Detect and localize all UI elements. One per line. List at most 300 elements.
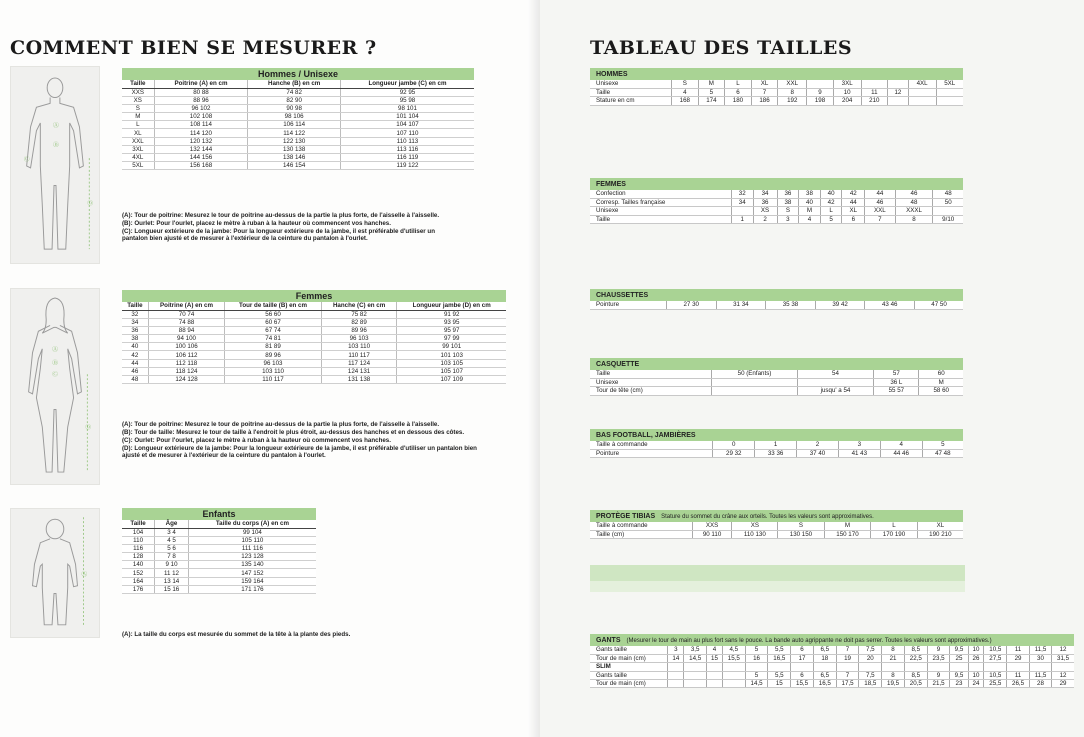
table-cell: 91 92 (397, 310, 506, 318)
table-cell: 113 116 (340, 145, 474, 153)
table-cell (745, 663, 768, 671)
table-cell (1052, 663, 1074, 671)
table-cell: 9 (807, 88, 834, 96)
row-label: Gants taille (590, 646, 668, 654)
femmes-title: FEMMES (590, 178, 963, 190)
table-cell (888, 80, 909, 88)
table-cell (950, 663, 968, 671)
table-row (590, 301, 963, 309)
table-cell: 47 50 (915, 301, 963, 309)
row-label: Tour de main (cm) (590, 654, 668, 662)
table-cell (882, 663, 905, 671)
table-cell: 31 34 (716, 301, 766, 309)
table-cell: 24 (968, 680, 984, 688)
men-notes (122, 212, 462, 243)
table-cell: 150 170 (824, 530, 871, 538)
table-cell (859, 663, 882, 671)
row-label: 32 (122, 310, 148, 318)
table-cell: 131 138 (321, 376, 397, 384)
table-row (122, 88, 474, 96)
table-cell: 27,5 (984, 654, 1007, 662)
table-cell: 7 8 (155, 553, 189, 561)
col-header: Hanche (B) en cm (248, 80, 341, 88)
col-header: Âge (155, 520, 189, 528)
table-row (122, 577, 316, 585)
table-cell: 56 60 (225, 310, 321, 318)
table-cell: 82 89 (321, 318, 397, 326)
table-cell: 20 (859, 654, 882, 662)
table-cell (936, 88, 963, 96)
row-label: Unisexe (590, 207, 731, 215)
table-cell (1007, 663, 1030, 671)
bas-title: BAS FOOTBALL, JAMBIÈRES (590, 429, 963, 441)
row-label: 104 (122, 528, 155, 536)
row-label: 164 (122, 577, 155, 585)
table-cell: 16 (745, 654, 768, 662)
kids-measure-table (122, 508, 316, 594)
table-cell (731, 207, 753, 215)
table-cell: 36 (753, 198, 777, 206)
table-row (122, 335, 506, 343)
row-label: Taille à commande (590, 441, 713, 449)
table-cell: 3 4 (155, 528, 189, 536)
table-cell: 132 144 (154, 145, 248, 153)
table-cell: 11,5 (1029, 671, 1051, 679)
table-cell: 90 98 (248, 104, 341, 112)
gants-subtitle: (Mesurer le tour de main au plus fort sans le pouce. La bande auto agrippante ne doit pas serrer. Toutes les valeurs sont approximatives.) (626, 637, 992, 644)
women-measure-table (122, 290, 506, 384)
col-header: Poitrine (A) en cm (154, 80, 248, 88)
col-header: Tour de taille (B) en cm (225, 302, 321, 310)
table-cell: 144 156 (154, 154, 248, 162)
table-row (122, 310, 506, 318)
row-label: 5XL (122, 162, 154, 170)
row-label: XXS (122, 88, 154, 96)
table-cell: 120 132 (154, 137, 248, 145)
table-cell: 36 (777, 190, 799, 198)
men-measure-table (122, 68, 474, 170)
note-line: (A): La taille du corps est mesurée du sommet de la tête à la plante des pieds. (122, 631, 351, 638)
table-cell: 16,5 (768, 654, 791, 662)
table-cell: 50 (Enfants) (712, 370, 797, 378)
left-page-title: COMMENT BIEN SE MESURER ? (10, 37, 377, 59)
table-cell: 82 90 (248, 96, 341, 104)
table-row (590, 522, 963, 530)
table-row (590, 215, 963, 223)
table-cell: 23 (950, 680, 968, 688)
table-row (590, 387, 963, 395)
row-label: 44 (122, 359, 148, 367)
table-cell: 5 (698, 88, 725, 96)
table-row (590, 97, 963, 105)
row-label: 46 (122, 367, 148, 375)
note-line: (D): Longueur extérieure de la jambe: Pour la longueur extérieure de la jambe, il est préférable d'utiliser un pantalon bien ajusté et de mesurer à l'extérieur de la ceinture du pantalon à l'ourlet. (122, 444, 477, 460)
man-figure (10, 66, 100, 264)
table-row (122, 137, 474, 145)
table-cell (684, 663, 707, 671)
row-label: Taille (590, 88, 672, 96)
row-label: Taille à commande (590, 522, 692, 530)
table-cell: 5 6 (155, 544, 189, 552)
table-row (590, 441, 963, 449)
table-cell (707, 671, 723, 679)
row-label: Confection (590, 190, 731, 198)
table-cell (861, 80, 888, 88)
table-cell: 5 (820, 215, 842, 223)
note-line: (A): Tour de poitrine: Mesurez le tour de poitrine au-dessus de la partie la plus forte, de l'aisselle à l'aisselle. (122, 421, 440, 428)
table-cell: 35 38 (766, 301, 816, 309)
table-cell: 7 (836, 646, 859, 654)
table-cell: 5XL (936, 80, 963, 88)
table-row (122, 145, 474, 153)
marker-b: Ⓑ (53, 142, 59, 149)
left-page (0, 0, 540, 737)
table-cell: 44 (842, 198, 865, 206)
table-row (122, 343, 506, 351)
table-cell (1029, 663, 1051, 671)
table-cell: 4 (707, 646, 723, 654)
table-cell: 3 (838, 441, 880, 449)
table-cell: 9,5 (950, 671, 968, 679)
table-cell: 97 99 (397, 335, 506, 343)
table-row (590, 207, 963, 215)
table-cell (684, 680, 707, 688)
row-label: 116 (122, 544, 155, 552)
table-cell: 28 (1029, 680, 1051, 688)
chaussettes-title: CHAUSSETTES (590, 289, 963, 301)
table-cell: 25,5 (984, 680, 1007, 688)
table-cell: 135 140 (188, 561, 316, 569)
table-cell: 1 (731, 215, 753, 223)
table-cell: 3 (668, 646, 684, 654)
table-cell: 5 (745, 646, 768, 654)
table-cell: 1 (755, 441, 797, 449)
table-cell: 180 (725, 97, 752, 105)
row-label: 3XL (122, 145, 154, 153)
table-row (122, 536, 316, 544)
table-cell: 138 146 (248, 154, 341, 162)
row-label: L (122, 121, 154, 129)
table-cell (707, 680, 723, 688)
table-cell: 4 (799, 215, 821, 223)
chaussettes-size-table (590, 289, 963, 310)
table-cell: 12 (888, 88, 909, 96)
row-label: XL (122, 129, 154, 137)
table-row (122, 359, 506, 367)
table-row (122, 569, 316, 577)
table-cell: 114 122 (248, 129, 341, 137)
table-cell: 15 (768, 680, 791, 688)
table-cell: 110 113 (340, 137, 474, 145)
table-cell: 40 (820, 190, 842, 198)
table-cell: 93 95 (397, 318, 506, 326)
table-cell (908, 97, 936, 105)
row-label: 128 (122, 553, 155, 561)
table-cell: 47 48 (922, 449, 963, 457)
marker-b: Ⓑ (52, 360, 58, 367)
row-label: Unisexe (590, 80, 672, 88)
table-cell (807, 80, 834, 88)
table-cell: 44 46 (880, 449, 922, 457)
women-notes (122, 421, 482, 460)
woman-silhouette-icon (11, 289, 99, 484)
table-cell: 60 (919, 370, 963, 378)
gants-title: GANTS (596, 636, 621, 644)
table-cell: 4 (880, 441, 922, 449)
table-cell: 18 (813, 654, 836, 662)
row-label: S (122, 104, 154, 112)
table-cell: 108 114 (154, 121, 248, 129)
table-row (590, 671, 1074, 679)
child-silhouette-icon (11, 509, 99, 637)
table-cell: 9 (927, 646, 950, 654)
row-label: 110 (122, 536, 155, 544)
table-row (590, 646, 1074, 654)
table-row (122, 129, 474, 137)
table-cell: 210 (861, 97, 888, 105)
table-cell: 130 138 (248, 145, 341, 153)
table-cell (684, 671, 707, 679)
table-cell: 101 103 (397, 351, 506, 359)
table-cell: 57 (874, 370, 919, 378)
gants-title-cell (590, 634, 1074, 646)
marker-a: Ⓐ (53, 122, 59, 129)
table-cell: 102 108 (154, 113, 248, 121)
table-cell: XXL (865, 207, 895, 215)
row-label: 4XL (122, 154, 154, 162)
table-cell: 107 110 (340, 129, 474, 137)
table-cell: XXL (778, 80, 807, 88)
table-cell: 7 (865, 215, 895, 223)
table-cell (933, 207, 963, 215)
table-cell (768, 663, 791, 671)
table-cell: 14 (668, 654, 684, 662)
table-cell: 8 (895, 215, 933, 223)
row-label: 40 (122, 343, 148, 351)
table-cell: 81 89 (225, 343, 321, 351)
table-cell: 104 107 (340, 121, 474, 129)
table-cell: M (919, 378, 963, 386)
table-cell (668, 680, 684, 688)
table-cell: M (799, 207, 821, 215)
table-cell (707, 663, 723, 671)
table-cell: 2 (797, 441, 839, 449)
table-cell: XL (842, 207, 865, 215)
table-cell: 10,5 (984, 646, 1007, 654)
table-cell: 7 (751, 88, 778, 96)
table-cell: XS (732, 522, 778, 530)
table-cell: 29 (1007, 654, 1030, 662)
table-cell: 105 107 (397, 367, 506, 375)
table-cell: 70 74 (148, 310, 225, 318)
marker-a: Ⓐ (81, 571, 88, 578)
table-row (122, 154, 474, 162)
table-cell: 36 L (874, 378, 919, 386)
table-cell: 27 30 (666, 301, 716, 309)
table-cell (968, 663, 984, 671)
hommes-size-table (590, 68, 963, 106)
table-row (590, 80, 963, 88)
note-line: (C): Longueur extérieure de la jambe: Pour la longueur extérieure de la jambe, il est préférable d'utiliser un pantalon bien ajusté et de mesurer à l'extérieur de la ceinture du pantalon à l'ourlet. (122, 227, 435, 243)
table-cell: 88 96 (154, 96, 248, 104)
table-cell: 8,5 (904, 646, 927, 654)
table-cell: 103 105 (397, 359, 506, 367)
table-cell: 3,5 (684, 646, 707, 654)
table-cell: 12 (1052, 646, 1074, 654)
table-cell: 5 (745, 671, 768, 679)
row-label: XS (122, 96, 154, 104)
table-cell: 103 110 (321, 343, 397, 351)
table-cell: 6 (725, 88, 752, 96)
table-row (590, 370, 963, 378)
table-cell: 6 (842, 215, 865, 223)
marker-d: Ⓓ (87, 201, 94, 208)
table-row (590, 88, 963, 96)
table-cell: 95 98 (340, 96, 474, 104)
table-cell: 48 (933, 190, 963, 198)
table-cell: 96 103 (225, 359, 321, 367)
table-cell: 98 106 (248, 113, 341, 121)
table-cell: 5,5 (768, 671, 791, 679)
tibias-size-table (590, 510, 963, 539)
table-cell: 2 (753, 215, 777, 223)
table-cell (904, 663, 927, 671)
table-row (590, 378, 963, 386)
women-table-title: Femmes (122, 290, 506, 302)
row-label: 34 (122, 318, 148, 326)
note-line: (B): Tour de taille: Mesurez le tour de taille à l'endroit le plus étroit, au-dessus des hanches et en dessous des côtes. (122, 428, 465, 436)
table-row (122, 561, 316, 569)
table-cell: 107 109 (397, 376, 506, 384)
table-cell: 23,5 (927, 654, 950, 662)
row-label: 36 (122, 326, 148, 334)
table-cell: 11 (1007, 671, 1030, 679)
table-cell: 16,5 (813, 680, 836, 688)
table-row (590, 198, 963, 206)
table-cell: 7,5 (859, 671, 882, 679)
table-row (122, 553, 316, 561)
table-cell (791, 663, 814, 671)
table-cell: 7 (836, 671, 859, 679)
table-cell: 204 (833, 97, 861, 105)
table-cell: XXXL (895, 207, 933, 215)
col-header: Longueur jambe (D) en cm (397, 302, 506, 310)
table-cell: 22,5 (904, 654, 927, 662)
table-cell: 19,5 (882, 680, 905, 688)
table-cell: 168 (672, 97, 699, 105)
table-cell: 147 152 (188, 569, 316, 577)
table-cell: 17,5 (836, 680, 859, 688)
table-cell: M (824, 522, 871, 530)
table-cell: 50 (933, 198, 963, 206)
table-cell: 44 (865, 190, 895, 198)
row-label: 140 (122, 561, 155, 569)
table-cell: 21 (882, 654, 905, 662)
table-cell: 100 106 (148, 343, 225, 351)
table-cell: 12 (1052, 671, 1074, 679)
table-cell: 190 210 (917, 530, 963, 538)
table-cell: 75 82 (321, 310, 397, 318)
table-cell: 5,5 (768, 646, 791, 654)
table-cell: 6 (791, 646, 814, 654)
table-cell: XL (751, 80, 778, 88)
table-cell: 10,5 (984, 671, 1007, 679)
table-cell: 80 88 (154, 88, 248, 96)
table-cell: S (777, 207, 799, 215)
table-cell: L (725, 80, 752, 88)
table-row (122, 104, 474, 112)
row-label: 176 (122, 585, 155, 593)
table-cell (722, 671, 745, 679)
table-row (590, 654, 1074, 662)
note-line: (A): Tour de poitrine: Mesurez le tour de poitrine au-dessus de la partie la plus forte, de l'aisselle à l'aisselle. (122, 212, 440, 219)
marker-d: Ⓓ (85, 425, 92, 432)
table-cell: S (672, 80, 699, 88)
col-header: Hanche (C) en cm (321, 302, 397, 310)
table-cell: 99 101 (397, 343, 506, 351)
table-cell: 171 176 (188, 585, 316, 593)
marker-a: Ⓐ (52, 346, 58, 353)
table-cell: 34 (753, 190, 777, 198)
table-cell: 106 114 (248, 121, 341, 129)
row-label: Pointure (590, 301, 666, 309)
note-line: (C): Ourlet: Pour l'ourlet, placez le mètre à ruban à la hauteur où commencent vos hanches. (122, 436, 391, 444)
table-cell: 94 100 (148, 335, 225, 343)
table-row (122, 585, 316, 593)
table-cell: 90 110 (692, 530, 732, 538)
table-cell: 43 46 (865, 301, 915, 309)
table-cell: 111 116 (188, 544, 316, 552)
table-cell: 8 (882, 671, 905, 679)
table-cell: 6,5 (813, 671, 836, 679)
table-cell: 116 119 (340, 154, 474, 162)
table-cell: 46 (895, 190, 933, 198)
table-cell: 101 104 (340, 113, 474, 121)
row-label: Corresp. Tailles française (590, 198, 731, 206)
table-cell: 29 (1052, 680, 1074, 688)
table-cell (797, 378, 874, 386)
table-cell: 8,5 (904, 671, 927, 679)
row-label: Gants taille (590, 671, 668, 679)
table-cell: XL (917, 522, 963, 530)
table-cell: 34 (731, 198, 753, 206)
table-cell (722, 663, 745, 671)
table-cell: 26,5 (1007, 680, 1030, 688)
table-cell: XS (753, 207, 777, 215)
table-cell: 192 (778, 97, 807, 105)
table-cell: 7,5 (859, 646, 882, 654)
decor-band-light (590, 581, 965, 592)
table-cell: XXS (692, 522, 732, 530)
table-cell: 37 40 (797, 449, 839, 457)
table-cell: 55 57 (874, 387, 919, 395)
table-cell: 4 (672, 88, 699, 96)
table-cell (712, 387, 797, 395)
table-cell: 15,5 (791, 680, 814, 688)
table-cell (984, 663, 1007, 671)
marker-c: Ⓒ (23, 157, 30, 164)
table-cell: 46 (865, 198, 895, 206)
table-cell: 8 (778, 88, 807, 96)
row-label: M (122, 113, 154, 121)
table-cell: 156 168 (154, 162, 248, 170)
table-cell: 4XL (908, 80, 936, 88)
table-cell: 112 118 (148, 359, 225, 367)
table-cell: 89 96 (321, 326, 397, 334)
table-cell: 42 (820, 198, 842, 206)
row-label: Pointure (590, 449, 713, 457)
table-cell: 19 (836, 654, 859, 662)
